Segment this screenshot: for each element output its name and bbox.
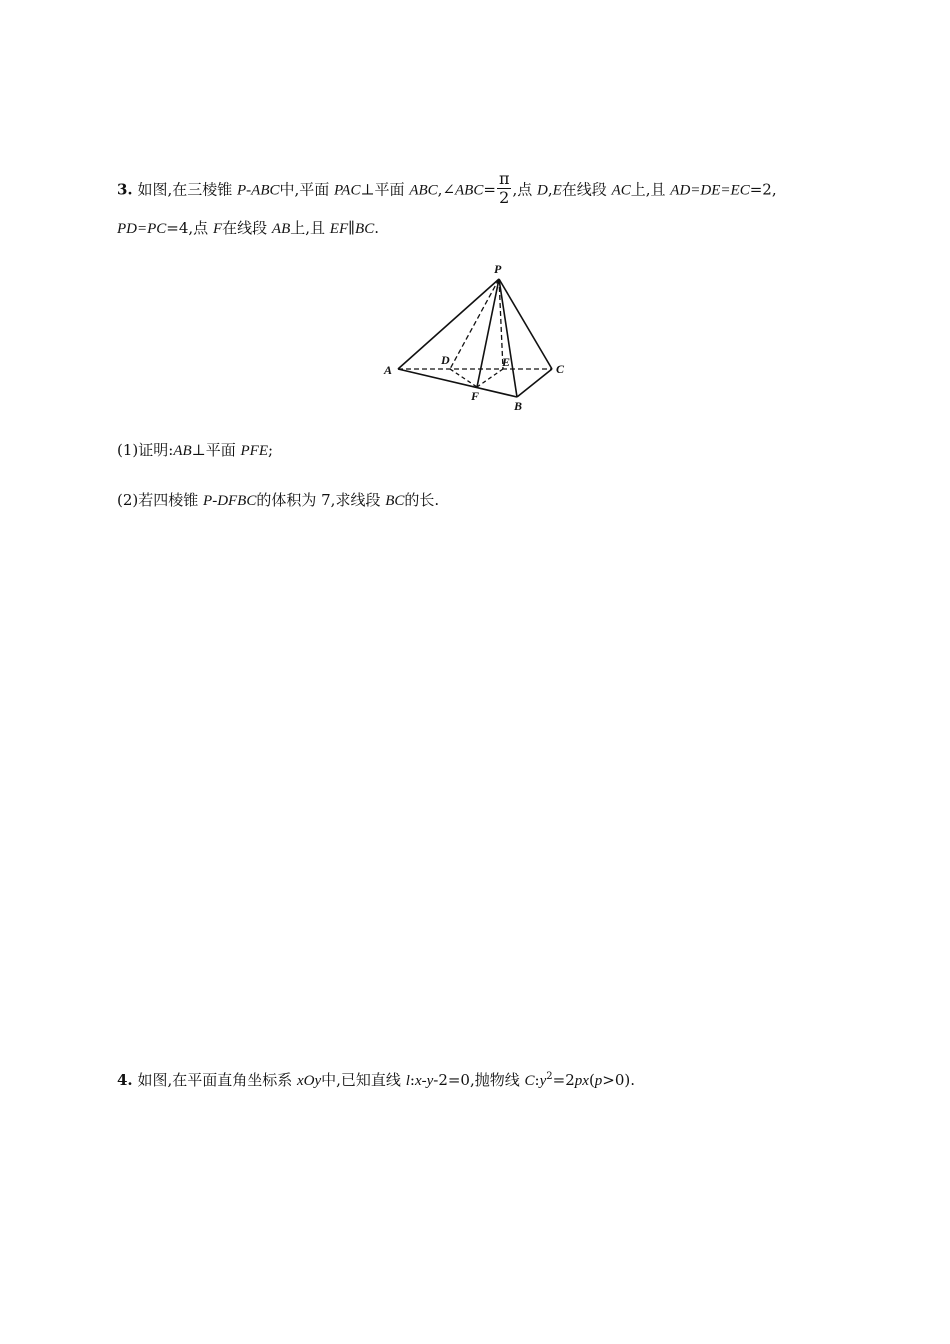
var: P-DFBC	[203, 493, 257, 509]
var: BC	[355, 221, 375, 237]
var: px	[574, 1073, 589, 1089]
text: -2=0,抛物线	[433, 1071, 525, 1089]
fraction-numerator: π	[498, 169, 510, 188]
fraction-pi-over-2	[497, 170, 512, 207]
text: ∥	[348, 219, 356, 237]
var: AC	[611, 182, 631, 199]
text: =2	[552, 1071, 575, 1089]
edge-AB	[398, 369, 517, 397]
var: PD=PC	[117, 221, 167, 237]
text: (2)若四棱锥	[117, 491, 204, 509]
text: =4,点	[166, 219, 213, 237]
var: y	[539, 1073, 547, 1089]
problem4-line1	[117, 1069, 635, 1092]
text: .	[374, 219, 379, 237]
problem3-line1	[117, 169, 777, 209]
text: =	[483, 180, 496, 199]
var: x-y	[414, 1073, 434, 1089]
text: :	[534, 1071, 540, 1089]
pyramid-figure	[380, 258, 580, 418]
var: ABC	[409, 182, 438, 199]
text: 在线段	[561, 180, 612, 199]
text: 的长.	[404, 491, 440, 509]
var: E	[552, 182, 562, 199]
text: >0).	[602, 1071, 636, 1089]
fraction-denominator: 2	[499, 188, 510, 207]
var: ABC	[455, 182, 484, 199]
text: (1)证明:	[117, 441, 174, 459]
text: ,∠	[437, 180, 456, 199]
text: 如图,在平面直角坐标系	[137, 1071, 297, 1089]
edge-PD-dashed	[450, 279, 499, 369]
text: 中,已知直线	[321, 1071, 406, 1089]
label-F: F	[471, 389, 480, 403]
text: 中,平面	[279, 180, 335, 199]
var: l	[405, 1073, 410, 1089]
var: p	[594, 1073, 603, 1089]
label-A: A	[384, 363, 393, 377]
text: ,	[547, 180, 553, 199]
text: 上,且	[290, 219, 330, 237]
var: AB	[271, 221, 291, 237]
var: PAC	[334, 182, 361, 199]
var: C	[524, 1073, 535, 1089]
text: ;	[268, 441, 274, 459]
text: =2,	[749, 180, 777, 199]
text: 的体积为 7,求线段	[256, 491, 386, 509]
var: AD=DE=EC	[670, 182, 750, 199]
var: F	[212, 221, 223, 237]
text: (	[588, 1071, 595, 1089]
label-P: P	[494, 262, 502, 276]
text: ⊥平面	[191, 441, 241, 459]
problem3-line2	[117, 217, 379, 240]
text: :	[409, 1071, 415, 1089]
label-B: B	[514, 399, 523, 413]
problem3-number: 3.	[117, 180, 133, 199]
problem3-part2	[117, 489, 439, 512]
var: EF	[329, 221, 349, 237]
text: ⊥平面	[360, 180, 410, 199]
var: D	[537, 182, 548, 199]
text: ,点	[512, 180, 537, 199]
label-D: D	[441, 353, 450, 367]
var: AB	[173, 443, 192, 459]
var: xOy	[297, 1073, 322, 1089]
superscript: 2	[546, 1071, 553, 1082]
edge-BC	[517, 369, 552, 397]
var: P-ABC	[237, 182, 280, 199]
problem3-part1	[117, 439, 273, 462]
var: PFE	[240, 443, 269, 459]
label-E: E	[502, 355, 511, 369]
text: 如图,在三棱锥	[137, 180, 237, 199]
var: BC	[385, 493, 405, 509]
problem4-number: 4.	[117, 1071, 133, 1089]
text: 在线段	[222, 219, 272, 237]
label-C: C	[556, 362, 565, 376]
text: 上,且	[630, 180, 671, 199]
